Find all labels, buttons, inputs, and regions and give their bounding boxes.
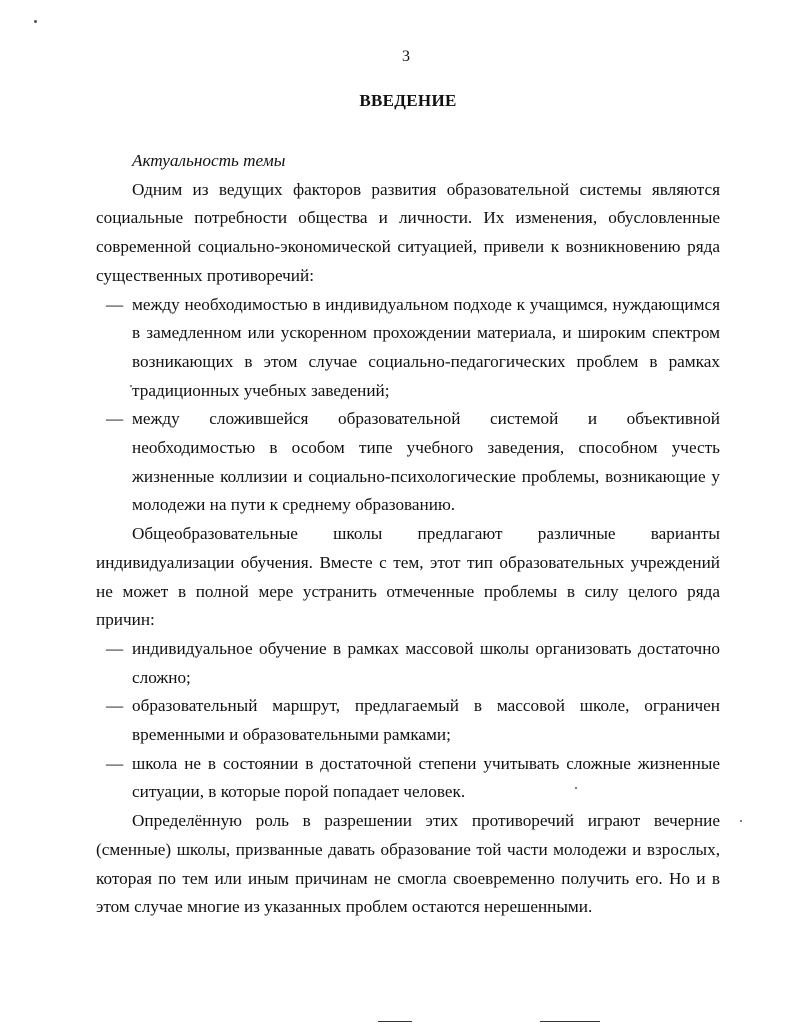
paragraph-evening-schools: Определённую роль в разрешении этих противоречий играют вечерние (сменные) школы, призванные давать образование той части молодежи и взрослых, которая по тем или иным причинам не смогла своевременно получить его. Но и в этом случае многие из указанных проблем остаются нерешенными. (96, 811, 720, 917)
list-item-text: образовательный маршрут, предлагаемый в массовой школе, ограничен временными и образовательными рамками; (132, 696, 720, 745)
scan-edge-line (540, 1021, 600, 1022)
scan-edge-line (378, 1021, 412, 1022)
scan-speck (34, 20, 37, 23)
list-item (96, 405, 720, 520)
dash-bullet: — (106, 294, 124, 314)
scan-speck (740, 820, 742, 822)
dash-bullet: — (106, 753, 124, 773)
list-item-text: индивидуальное обучение в рамках массовой школы организовать достаточно сложно; (132, 638, 720, 687)
paragraph-schools: Общеобразовательные школы предлагают различные варианты индивидуализации обучения. Вместе с тем, этот тип образовательных учреждений не может в полной мере устранить отмеченные проблемы в силу целого ряда причин: (96, 524, 720, 630)
body-text (96, 147, 720, 922)
dash-bullet: — (106, 409, 124, 429)
page-number: 3 (402, 48, 410, 65)
dash-bullet: — (106, 696, 124, 716)
contradictions-list (96, 291, 720, 521)
scan-speck (130, 385, 132, 387)
section-heading: ВВЕДЕНИЕ (359, 91, 457, 110)
list-item (96, 291, 720, 406)
paragraph-relevance: Одним из ведущих факторов развития образовательной системы являются социальные потребности общества и личности. Их изменения, обусловленные современной социально-экономической ситуацией, привели к возникновению ряда существенных противоречий: (96, 179, 720, 285)
list-item-text: между необходимостью в индивидуальном подходе к учащимся, нуждающимся в замедленном или ускоренном прохождении материала, и широким спектром возникающих в этом случае социально-педагогических проблем в рамках традиционных учебных заведений; (132, 294, 720, 400)
list-item (96, 692, 720, 749)
scan-speck (575, 787, 577, 789)
list-item-text: школа не в состоянии в достаточной степени учитывать сложные жизненные ситуации, в которые порой попадает человек. (132, 753, 720, 802)
list-item-text: между сложившейся образовательной системой и объективной необходимостью в особом типе учебного заведения, способном учесть жизненные коллизии и социально-психологические проблемы, возникающие у молодежи на пути к среднему образованию. (132, 409, 720, 515)
subsection-title: Актуальность темы (132, 151, 286, 170)
dash-bullet: — (106, 638, 124, 658)
list-item (96, 635, 720, 692)
list-item (96, 750, 720, 807)
reasons-list (96, 635, 720, 807)
